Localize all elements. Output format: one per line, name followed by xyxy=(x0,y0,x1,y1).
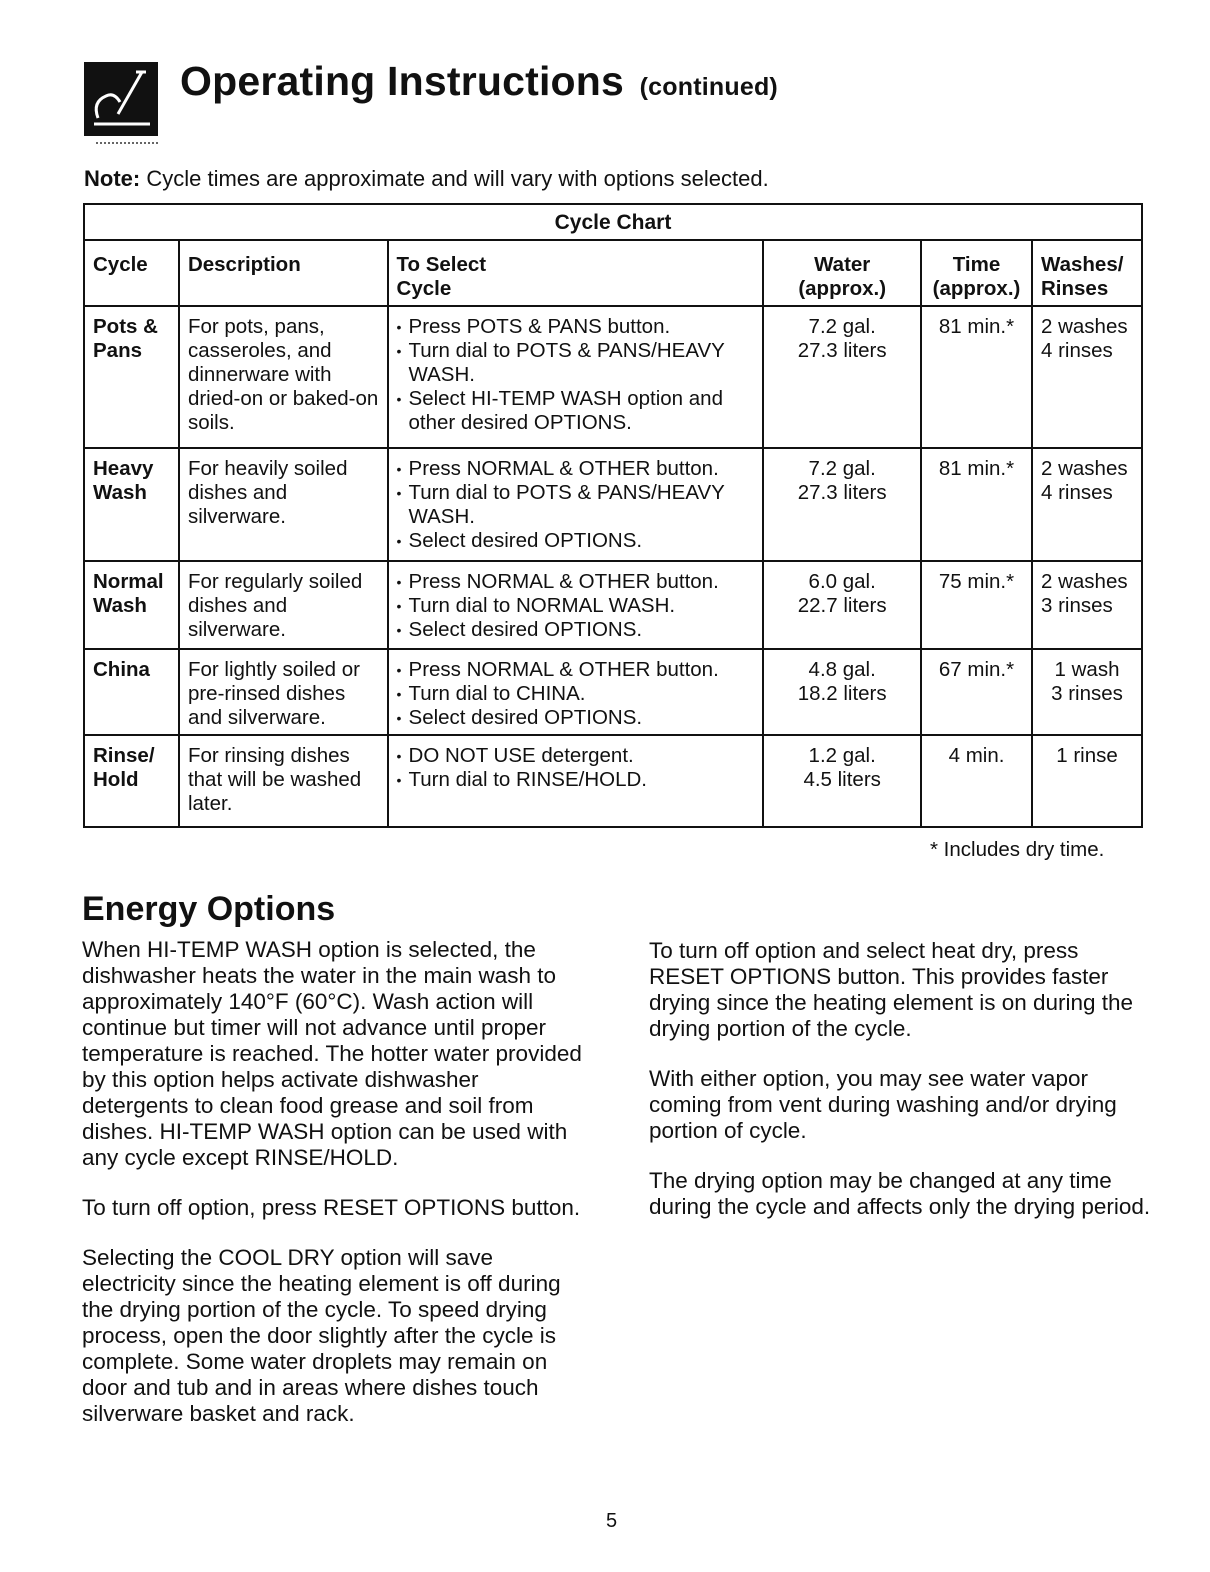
cycle-time: 4 min. xyxy=(921,735,1032,827)
step-item: • Press NORMAL & OTHER button. xyxy=(397,658,755,682)
header-washes-rinses: Washes/ Rinses xyxy=(1032,240,1142,306)
page-number: 5 xyxy=(606,1510,618,1532)
cycle-steps xyxy=(388,649,764,735)
washes-rinses: 1 rinse xyxy=(1032,735,1142,827)
table-header-row xyxy=(84,240,1142,306)
step-item: • Select desired OPTIONS. xyxy=(397,618,755,642)
title-main: Operating Instructions xyxy=(180,58,625,104)
step-item: • Turn dial to NORMAL WASH. xyxy=(397,594,755,618)
washes-rinses: 2 washes 3 rinses xyxy=(1032,561,1142,649)
washes-rinses: 1 wash 3 rinses xyxy=(1032,649,1142,735)
cycle-time: 81 min.* xyxy=(921,448,1032,561)
water-amount: 1.2 gal. 4.5 liters xyxy=(763,735,921,827)
step-item: • Turn dial to RINSE/HOLD. xyxy=(397,768,755,792)
cycle-name: Normal Wash xyxy=(84,561,179,649)
step-item: • Turn dial to POTS & PANS/HEAVY WASH. xyxy=(397,481,755,529)
paragraph: To turn off option, press RESET OPTIONS button. xyxy=(82,1195,581,1220)
logo-underline xyxy=(96,142,158,146)
table-row xyxy=(84,735,1142,827)
table-row xyxy=(84,448,1142,561)
step-item: • Turn dial to POTS & PANS/HEAVY WASH. xyxy=(397,339,755,387)
header-to-select: To Select Cycle xyxy=(388,240,764,306)
paragraph: With either option, you may see water vapor coming from vent during washing and/or drying portion of cycle. xyxy=(649,1066,1117,1143)
step-item: • Select HI-TEMP WASH option and other desired OPTIONS. xyxy=(397,387,755,435)
step-item: • DO NOT USE detergent. xyxy=(397,744,755,768)
cycle-note xyxy=(84,166,769,192)
paragraph: The drying option may be changed at any time during the cycle and affects only the drying period. xyxy=(649,1168,1151,1219)
cycle-time: 67 min.* xyxy=(921,649,1032,735)
header-time: Time (approx.) xyxy=(921,240,1032,306)
step-item: • Select desired OPTIONS. xyxy=(397,706,755,730)
cycle-steps xyxy=(388,448,764,561)
header-water: Water (approx.) xyxy=(763,240,921,306)
step-item: • Press POTS & PANS button. xyxy=(397,315,755,339)
step-item: • Press NORMAL & OTHER button. xyxy=(397,457,755,481)
note-label: Note: xyxy=(84,166,141,191)
title-subtitle: (continued) xyxy=(639,73,778,101)
cycle-name: Heavy Wash xyxy=(84,448,179,561)
header-cycle: Cycle xyxy=(84,240,179,306)
table-footnote: * Includes dry time. xyxy=(930,838,1105,861)
note-text: Cycle times are approximate and will vary with options selected. xyxy=(140,166,769,191)
cycle-steps xyxy=(388,735,764,827)
step-item: • Select desired OPTIONS. xyxy=(397,529,755,553)
header-description: Description xyxy=(179,240,388,306)
cycle-description: For regularly soiled dishes and silverware. xyxy=(179,561,388,649)
cycle-steps xyxy=(388,306,764,448)
water-amount: 4.8 gal. 18.2 liters xyxy=(763,649,921,735)
cycle-time: 75 min.* xyxy=(921,561,1032,649)
table-row xyxy=(84,649,1142,735)
step-item: • Press NORMAL & OTHER button. xyxy=(397,570,755,594)
paragraph: To turn off option and select heat dry, press RESET OPTIONS button. This provides faster drying since the heating element is on during the drying portion of the cycle. xyxy=(649,938,1134,1041)
energy-right-column xyxy=(649,938,1159,1244)
cycle-description: For heavily soiled dishes and silverware. xyxy=(179,448,388,561)
cycle-description: For lightly soiled or pre-rinsed dishes and silverware. xyxy=(179,649,388,735)
cycle-description: For pots, pans, casseroles, and dinnerware with dried-on or baked-on soils. xyxy=(179,306,388,448)
washes-rinses: 2 washes 4 rinses xyxy=(1032,306,1142,448)
cycle-steps xyxy=(388,561,764,649)
table-row xyxy=(84,561,1142,649)
page-title xyxy=(180,58,778,105)
step-item: • Turn dial to CHINA. xyxy=(397,682,755,706)
dishwasher-arm-icon xyxy=(84,62,158,136)
table-row xyxy=(84,306,1142,448)
cycle-chart-title: Cycle Chart xyxy=(84,204,1142,240)
page-header xyxy=(84,58,1084,148)
water-amount: 6.0 gal. 22.7 liters xyxy=(763,561,921,649)
paragraph: Selecting the COOL DRY option will save electricity since the heating element is off during the drying portion of the cycle. To speed drying process, open the door slightly after the cycle is complete. Some water droplets may remain on door and tub and in areas where dishes touch silverware basket and rack. xyxy=(82,1245,561,1426)
cycle-name: China xyxy=(84,649,179,735)
cycle-time: 81 min.* xyxy=(921,306,1032,448)
cycle-chart-table xyxy=(83,203,1143,828)
water-amount: 7.2 gal. 27.3 liters xyxy=(763,448,921,561)
cycle-description: For rinsing dishes that will be washed later. xyxy=(179,735,388,827)
cycle-name: Pots & Pans xyxy=(84,306,179,448)
cycle-name: Rinse/ Hold xyxy=(84,735,179,827)
water-amount: 7.2 gal. 27.3 liters xyxy=(763,306,921,448)
paragraph: When HI-TEMP WASH option is selected, the dishwasher heats the water in the main wash to approximately 140°F (60°C). Wash action will continue but timer will not advance until proper temperature is reached. The hotter water provided by this option helps activate dishwasher detergents to clean food grease and soil from dishes. HI-TEMP WASH option can be used with any cycle except RINSE/HOLD. xyxy=(82,937,582,1170)
energy-left-column xyxy=(82,937,582,1451)
washes-rinses: 2 washes 4 rinses xyxy=(1032,448,1142,561)
energy-options-heading: Energy Options xyxy=(82,890,336,928)
